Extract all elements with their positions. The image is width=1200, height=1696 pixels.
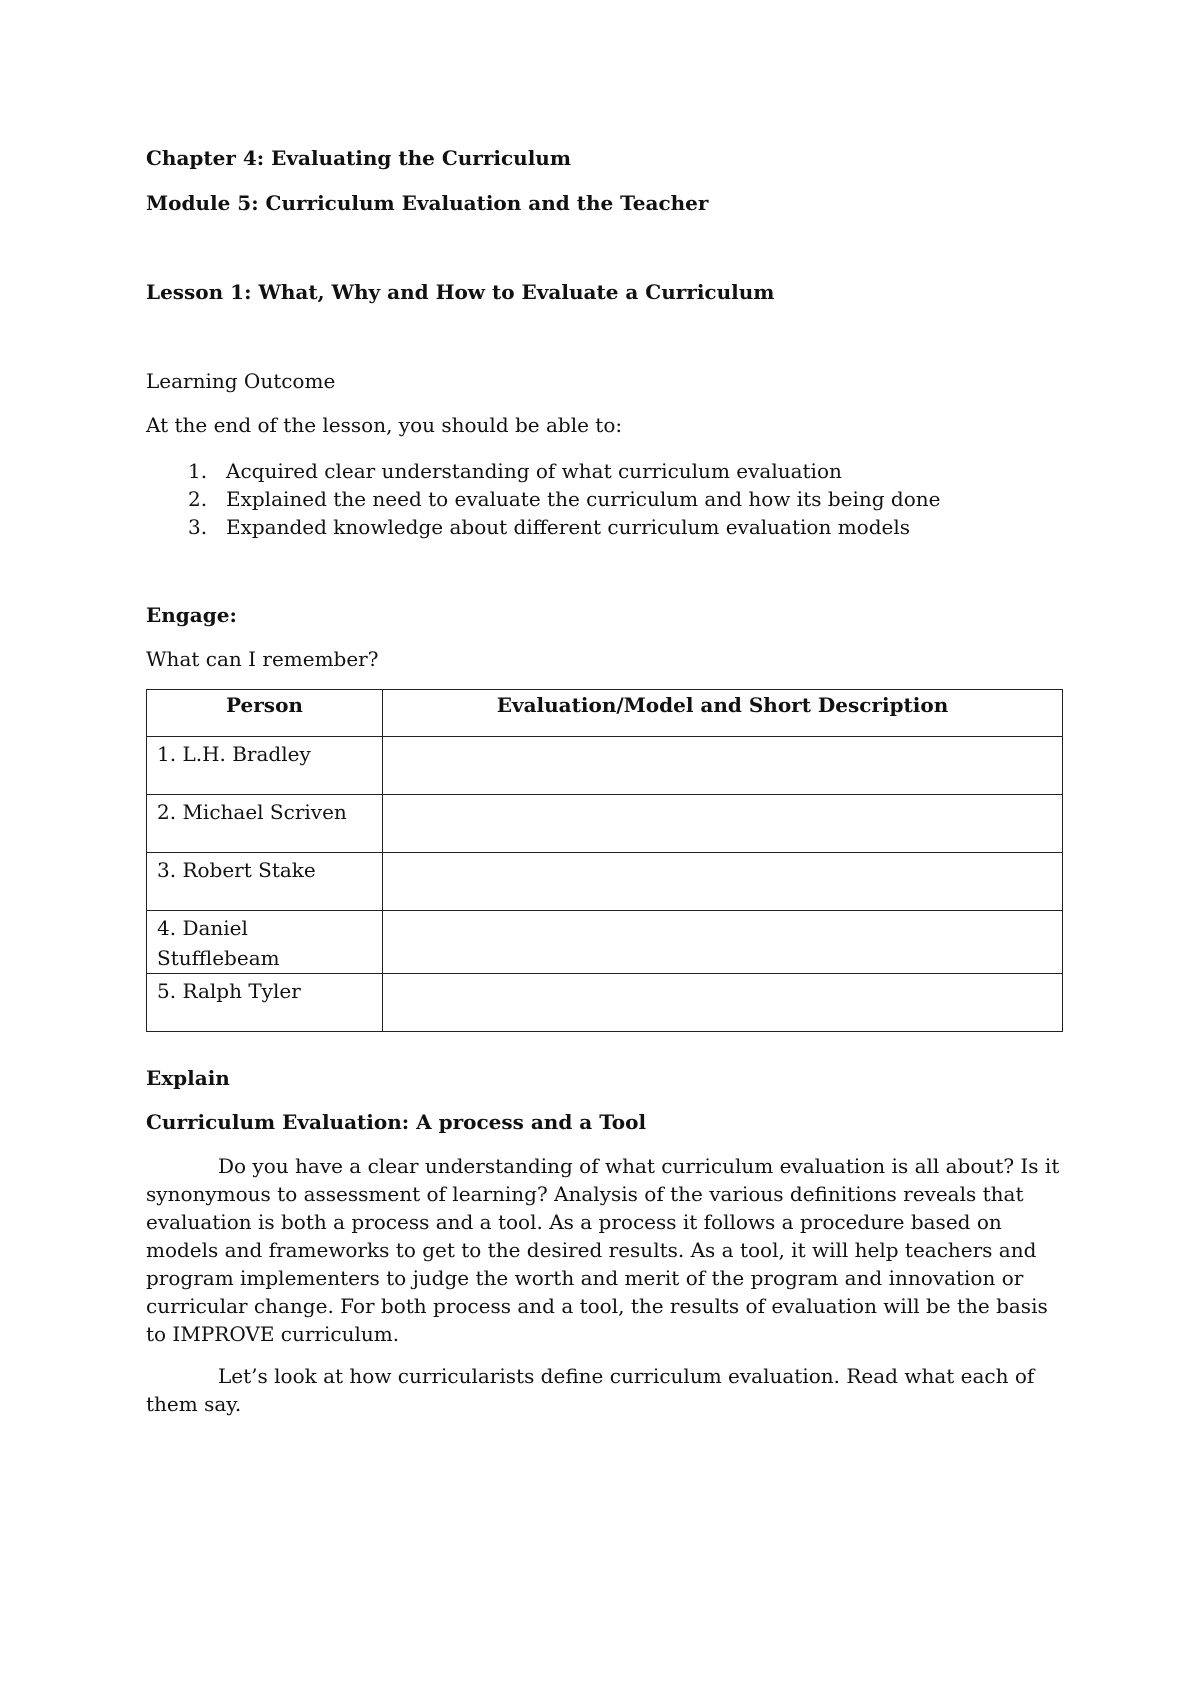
list-item-number: 2. bbox=[188, 487, 208, 511]
learning-outcome-heading: Learning Outcome bbox=[146, 369, 336, 393]
chapter-title: Chapter 4: Evaluating the Curriculum bbox=[146, 146, 571, 170]
list-item-text: Explained the need to evaluate the curriculum and how its being done bbox=[226, 487, 941, 511]
table-header-row bbox=[147, 690, 1063, 737]
recall-table bbox=[146, 689, 1063, 1032]
module-title: Module 5: Curriculum Evaluation and the Teacher bbox=[146, 191, 709, 215]
column-header-person: Person bbox=[147, 690, 383, 737]
list-item-number: 3. bbox=[188, 515, 208, 539]
description-cell[interactable] bbox=[383, 853, 1063, 911]
learning-outcome-intro: At the end of the lesson, you should be able to: bbox=[146, 413, 623, 437]
engage-heading: Engage: bbox=[146, 603, 237, 627]
description-cell[interactable] bbox=[383, 795, 1063, 853]
lesson-title: Lesson 1: What, Why and How to Evaluate a Curriculum bbox=[146, 280, 775, 304]
person-cell: 5. Ralph Tyler bbox=[147, 974, 383, 1032]
person-cell: 1. L.H. Bradley bbox=[147, 737, 383, 795]
description-cell[interactable] bbox=[383, 974, 1063, 1032]
explain-paragraph-1: Do you have a clear understanding of what curriculum evaluation is all about? Is it synonymous to assessment of learning? Analysis of the various definitions reveals that evaluation is both a process and a tool. As a process it follows a procedure based on models and frameworks to get to the desired results. As a tool, it will help teachers and program implementers to judge the worth and merit of the program and innovation or curricular change. For both process and a tool, the results of evaluation will be the basis to IMPROVE curriculum. bbox=[146, 1154, 1060, 1346]
list-item-number: 1. bbox=[188, 459, 208, 483]
table-row bbox=[147, 853, 1063, 911]
explain-heading: Explain bbox=[146, 1066, 230, 1090]
explain-subheading: Curriculum Evaluation: A process and a Tool bbox=[146, 1110, 647, 1134]
table-row bbox=[147, 737, 1063, 795]
table-row bbox=[147, 911, 1063, 974]
person-cell: 2. Michael Scriven bbox=[147, 795, 383, 853]
description-cell[interactable] bbox=[383, 911, 1063, 974]
table-row bbox=[147, 795, 1063, 853]
engage-prompt: What can I remember? bbox=[146, 647, 379, 671]
list-item-text: Acquired clear understanding of what curriculum evaluation bbox=[226, 459, 842, 483]
column-header-description: Evaluation/Model and Short Description bbox=[383, 690, 1063, 737]
person-cell: 4. Daniel Stufflebeam bbox=[147, 911, 383, 974]
table-row bbox=[147, 974, 1063, 1032]
list-item-text: Expanded knowledge about different curriculum evaluation models bbox=[226, 515, 910, 539]
explain-paragraph-2: Let’s look at how curricularists define curriculum evaluation. Read what each of them say. bbox=[146, 1364, 1035, 1416]
description-cell[interactable] bbox=[383, 737, 1063, 795]
person-cell: 3. Robert Stake bbox=[147, 853, 383, 911]
